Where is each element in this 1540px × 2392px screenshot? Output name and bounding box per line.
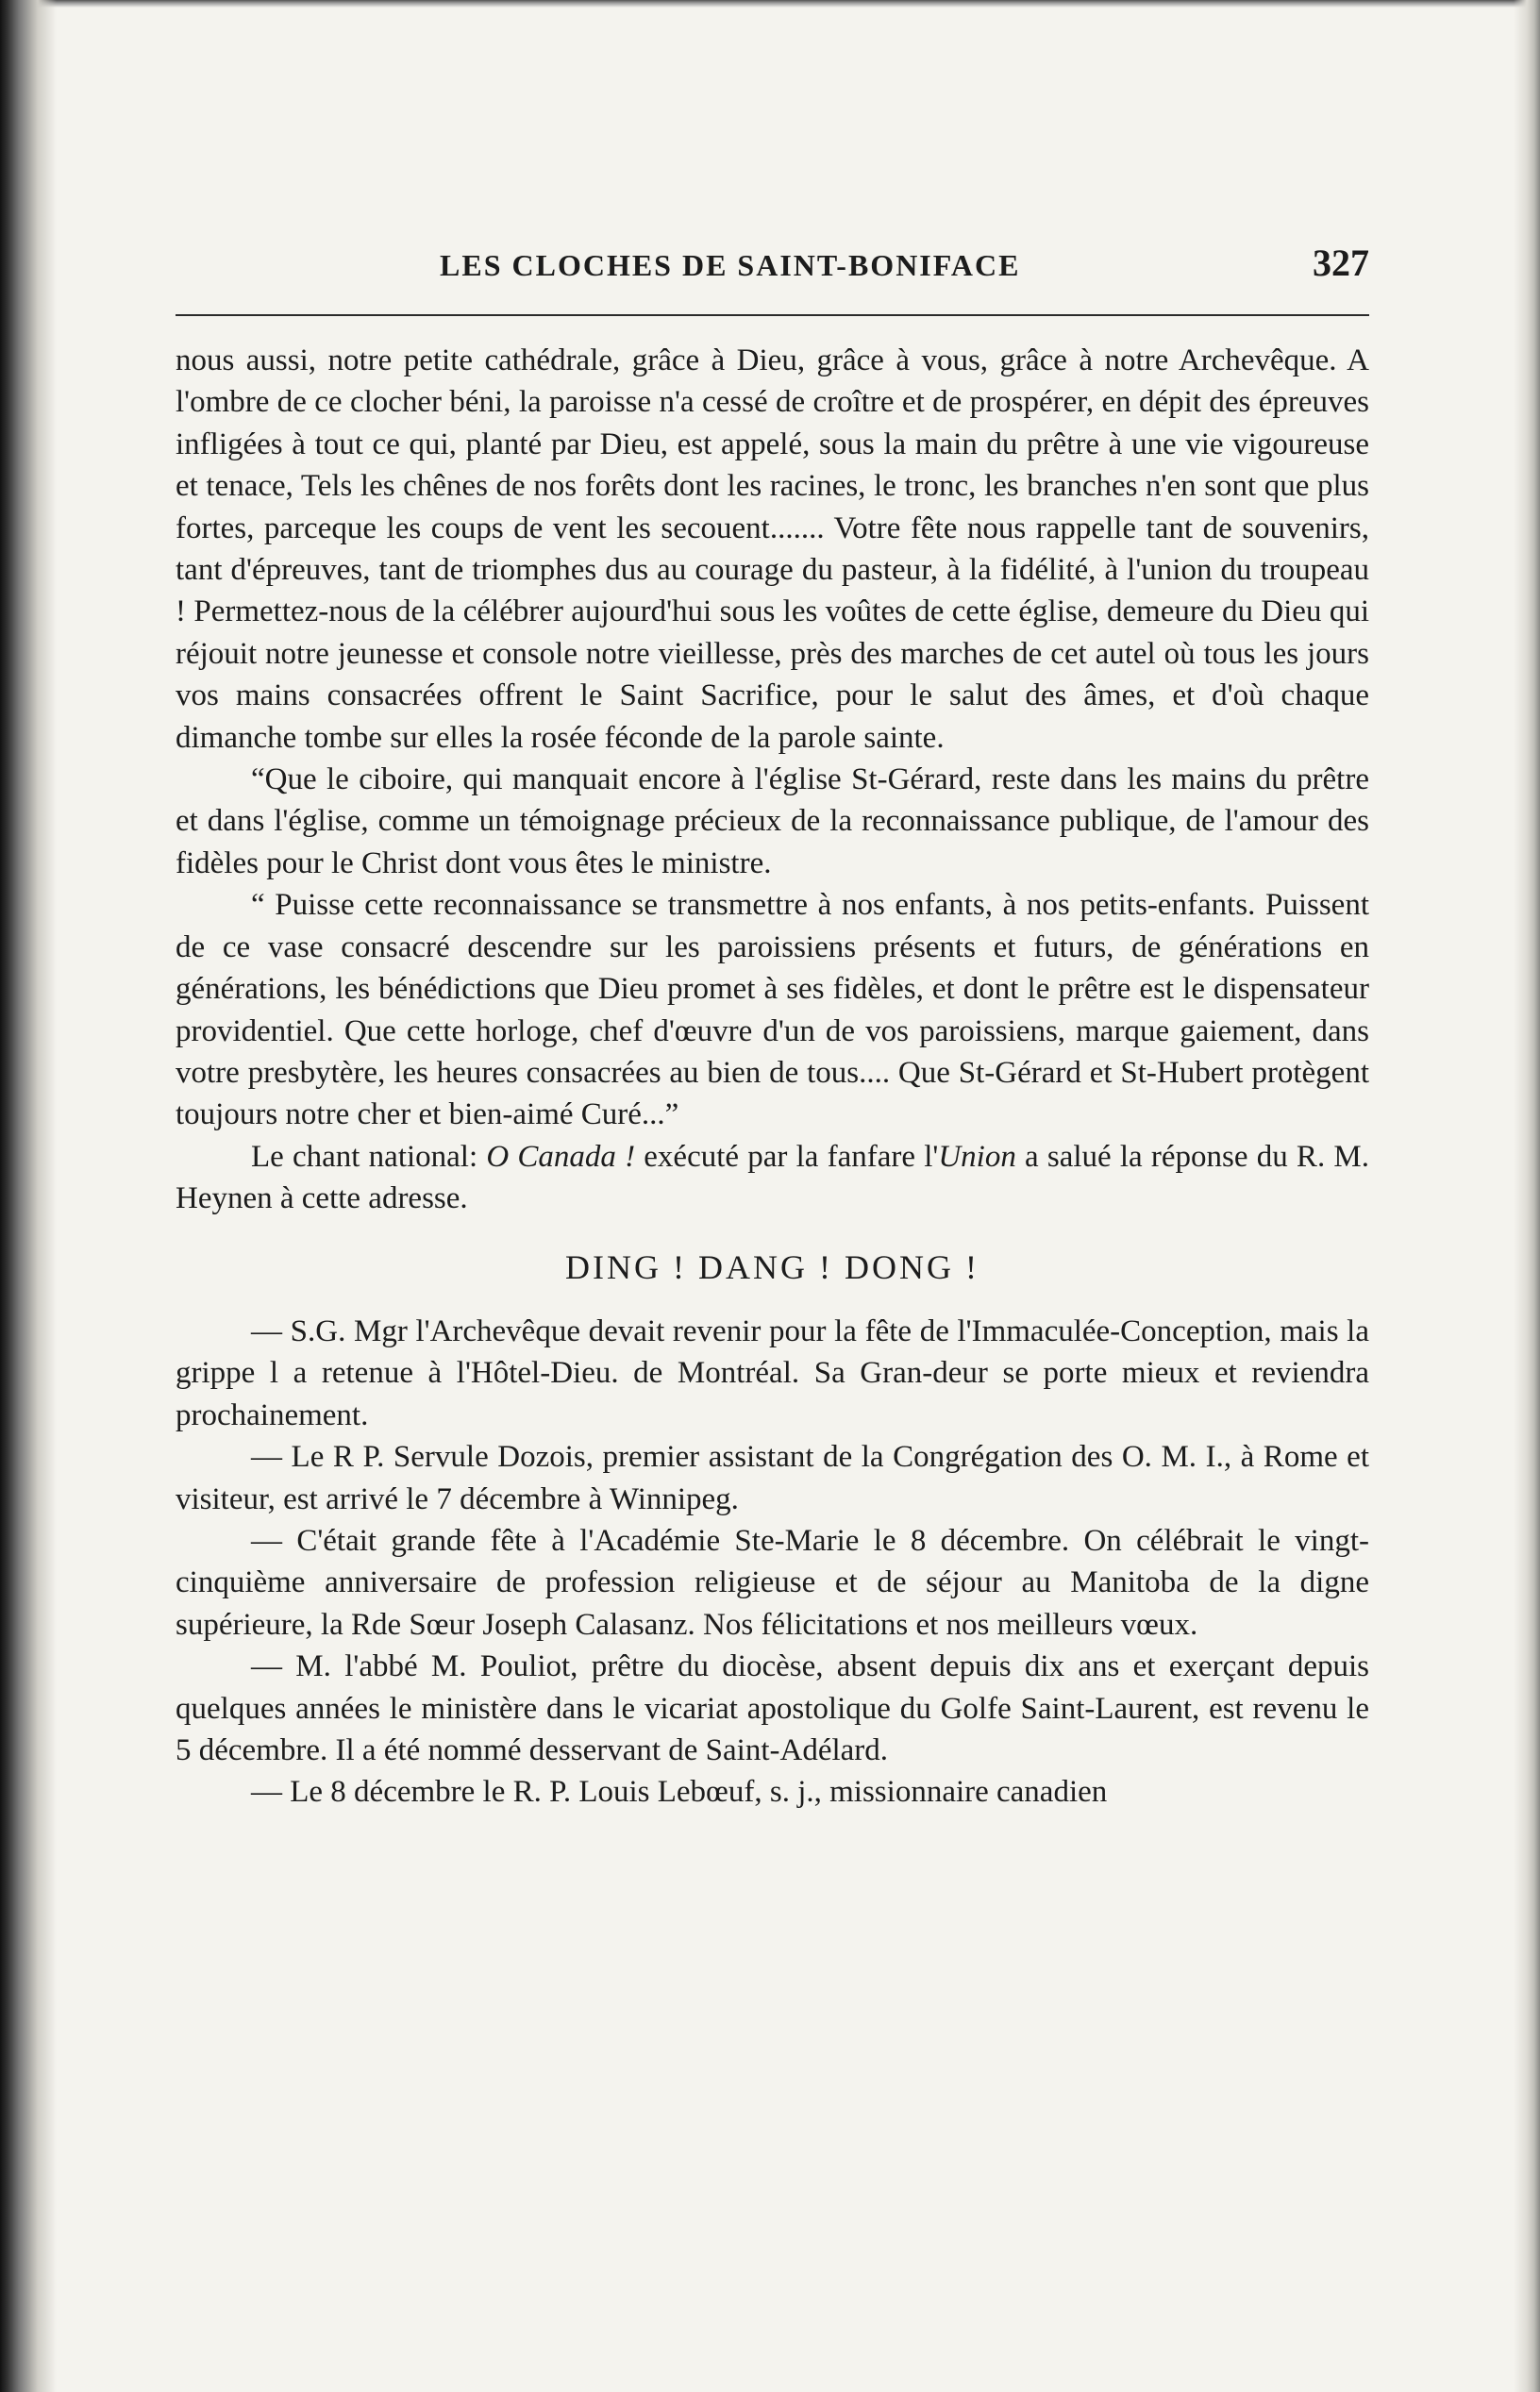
anthem-after: a salué la réponse du R. M. Heynen à cette adresse. <box>176 1139 1369 1216</box>
anthem-title: O Canada ! <box>486 1139 636 1174</box>
news-item: — Le R P. Servule Dozois, premier assistant de la Congrégation des O. M. I., à Rome et visiteur, est arrivé le 7 décembre à Winnipeg. <box>176 1440 1369 1516</box>
paragraph: “Que le ciboire, qui manquait encore à l'église St-Gérard, reste dans les mains du prêtre et dans l'église, comme un témoignage précieux de la reconnaissance publique, de l'amour des fidèles pour le Christ dont vous êtes le ministre. <box>176 762 1369 880</box>
page-top-edge <box>0 0 1540 8</box>
page-body <box>176 340 1369 1814</box>
news-item: — S.G. Mgr l'Archevêque devait revenir pour la fête de l'Immaculée-Conception, mais la grippe l a retenue à l'Hôtel-Dieu. de Montréal. Sa Gran-deur se porte mieux et reviendra prochainement. <box>176 1313 1369 1432</box>
anthem-middle: exécuté par la fanfare l' <box>635 1139 939 1174</box>
news-item: — C'était grande fête à l'Académie Ste-Marie le 8 décembre. On célébrait le vingt-cinquième anniversaire de profession religieuse et de séjour au Manitoba de la digne supérieure, la Rde Sœur Joseph Calasanz. Nos félicitations et nos meilleurs vœux. <box>176 1523 1369 1642</box>
paragraph: nous aussi, notre petite cathédrale, grâce à Dieu, grâce à vous, grâce à notre Archevêque. A l'ombre de ce clocher béni, la paroisse n'a cessé de croître et de prospérer, en dépit des épreuves infligées à tout ce qui, planté par Dieu, est appelé, sous la main du prêtre à une vie vigoureuse et tenace, Tels les chênes de nos forêts dont les racines, le tronc, les branches n'en sont que plus fortes, parceque les coups de vent les secouent....... Votre fête nous rappelle tant de souvenirs, tant d'épreuves, tant de triomphes dus au courage du pasteur, à la fidélité, à l'union du troupeau ! Permettez-nous de la célébrer aujourd'hui sous les voûtes de cette église, demeure du Dieu qui réjouit notre jeunesse et console notre vieillesse, près des marches de cet autel où tous les jours vos mains consacrées offrent le Saint Sacrifice, pour le salut des âmes, et d'où chaque dimanche tombe sur elles la rosée féconde de la parole sainte. <box>176 343 1369 755</box>
paragraph: “ Puisse cette reconnaissance se transmettre à nos enfants, à nos petits-enfants. Puissent de ce vase consacré descendre sur les paroissiens présents et futurs, de générations en générations, les bénédictions que Dieu promet à ses fidèles, et dont le prêtre est le dispensateur providentiel. Que cette horloge, chef d'œuvre d'un de vos paroissiens, marque gaiement, dans votre presbytère, les heures consacrées au bien de tous.... Que St-Gérard et St-Hubert protègent toujours notre cher et bien-aimé Curé...” <box>176 888 1369 1132</box>
section-heading: DING ! DANG ! DONG ! <box>565 1247 979 1286</box>
page-right-edge <box>1514 0 1540 2392</box>
news-item: — Le 8 décembre le R. P. Louis Lebœuf, s. j., missionnaire canadien <box>251 1775 1108 1810</box>
page-header <box>176 241 1369 297</box>
page-number: 327 <box>1313 242 1369 284</box>
header-rule <box>176 314 1369 316</box>
band-name: Union <box>938 1139 1016 1174</box>
anthem-before: Le chant national: <box>251 1139 487 1174</box>
running-title: LES CLOCHES DE SAINT-BONIFACE <box>440 248 1021 282</box>
anthem-paragraph <box>176 1136 1369 1220</box>
page-binding-edge <box>0 0 57 2392</box>
news-item: — M. l'abbé M. Pouliot, prêtre du diocèse, absent depuis dix ans et exerçant depuis quelques années le ministère dans le vicariat apostolique du Golfe Saint-Laurent, est revenu le 5 décembre. Il a été nommé desservant de Saint-Adélard. <box>176 1649 1369 1767</box>
